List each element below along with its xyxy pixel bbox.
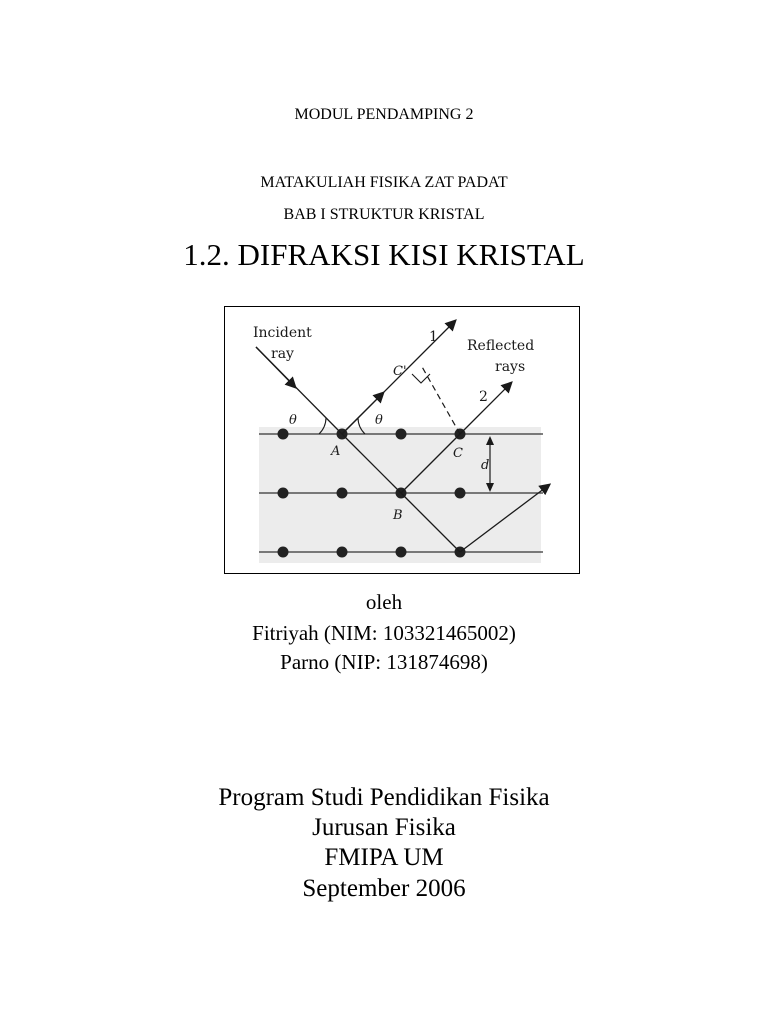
study-program: Program Studi Pendidikan Fisika bbox=[218, 784, 550, 811]
atom bbox=[278, 488, 289, 499]
department: Jurusan Fisika bbox=[312, 814, 456, 841]
atom bbox=[337, 547, 348, 558]
atom bbox=[396, 429, 407, 440]
bragg-diffraction-figure bbox=[224, 306, 580, 574]
theta-label-right: θ bbox=[375, 413, 383, 428]
bragg-diagram bbox=[225, 307, 579, 573]
theta-label-left: θ bbox=[289, 413, 297, 428]
ray-2-label: 2 bbox=[479, 389, 488, 405]
atom bbox=[278, 547, 289, 558]
publication-date: September 2006 bbox=[302, 875, 466, 902]
spacing-d-label: d bbox=[481, 458, 490, 473]
point-c-prime-label: C' bbox=[393, 364, 407, 379]
author-2: Parno (NIP: 131874698) bbox=[280, 650, 488, 674]
atom bbox=[455, 488, 466, 499]
path-difference-line bbox=[421, 365, 460, 434]
atom bbox=[278, 429, 289, 440]
atom bbox=[396, 547, 407, 558]
point-c-label: C bbox=[453, 446, 463, 461]
author-1: Fitriyah (NIM: 103321465002) bbox=[252, 621, 516, 645]
point-a-label: A bbox=[331, 444, 341, 459]
chapter-title: BAB I STRUKTUR KRISTAL bbox=[283, 206, 485, 223]
faculty: FMIPA UM bbox=[324, 844, 444, 871]
point-b-label: B bbox=[393, 508, 403, 523]
right-angle-marker bbox=[412, 374, 430, 383]
module-title: MODUL PENDAMPING 2 bbox=[294, 106, 474, 123]
reflected-label-2: rays bbox=[495, 359, 526, 375]
incident-label-2: ray bbox=[271, 346, 294, 362]
reflected-label-1: Reflected bbox=[467, 338, 535, 354]
by-label: oleh bbox=[365, 590, 403, 614]
incident-label-1: Incident bbox=[253, 325, 312, 341]
atom bbox=[337, 488, 348, 499]
ray-1-label: 1 bbox=[429, 329, 438, 345]
course-title: MATAKULIAH FISIKA ZAT PADAT bbox=[260, 174, 508, 191]
topic-title: 1.2. DIFRAKSI KISI KRISTAL bbox=[183, 237, 585, 272]
